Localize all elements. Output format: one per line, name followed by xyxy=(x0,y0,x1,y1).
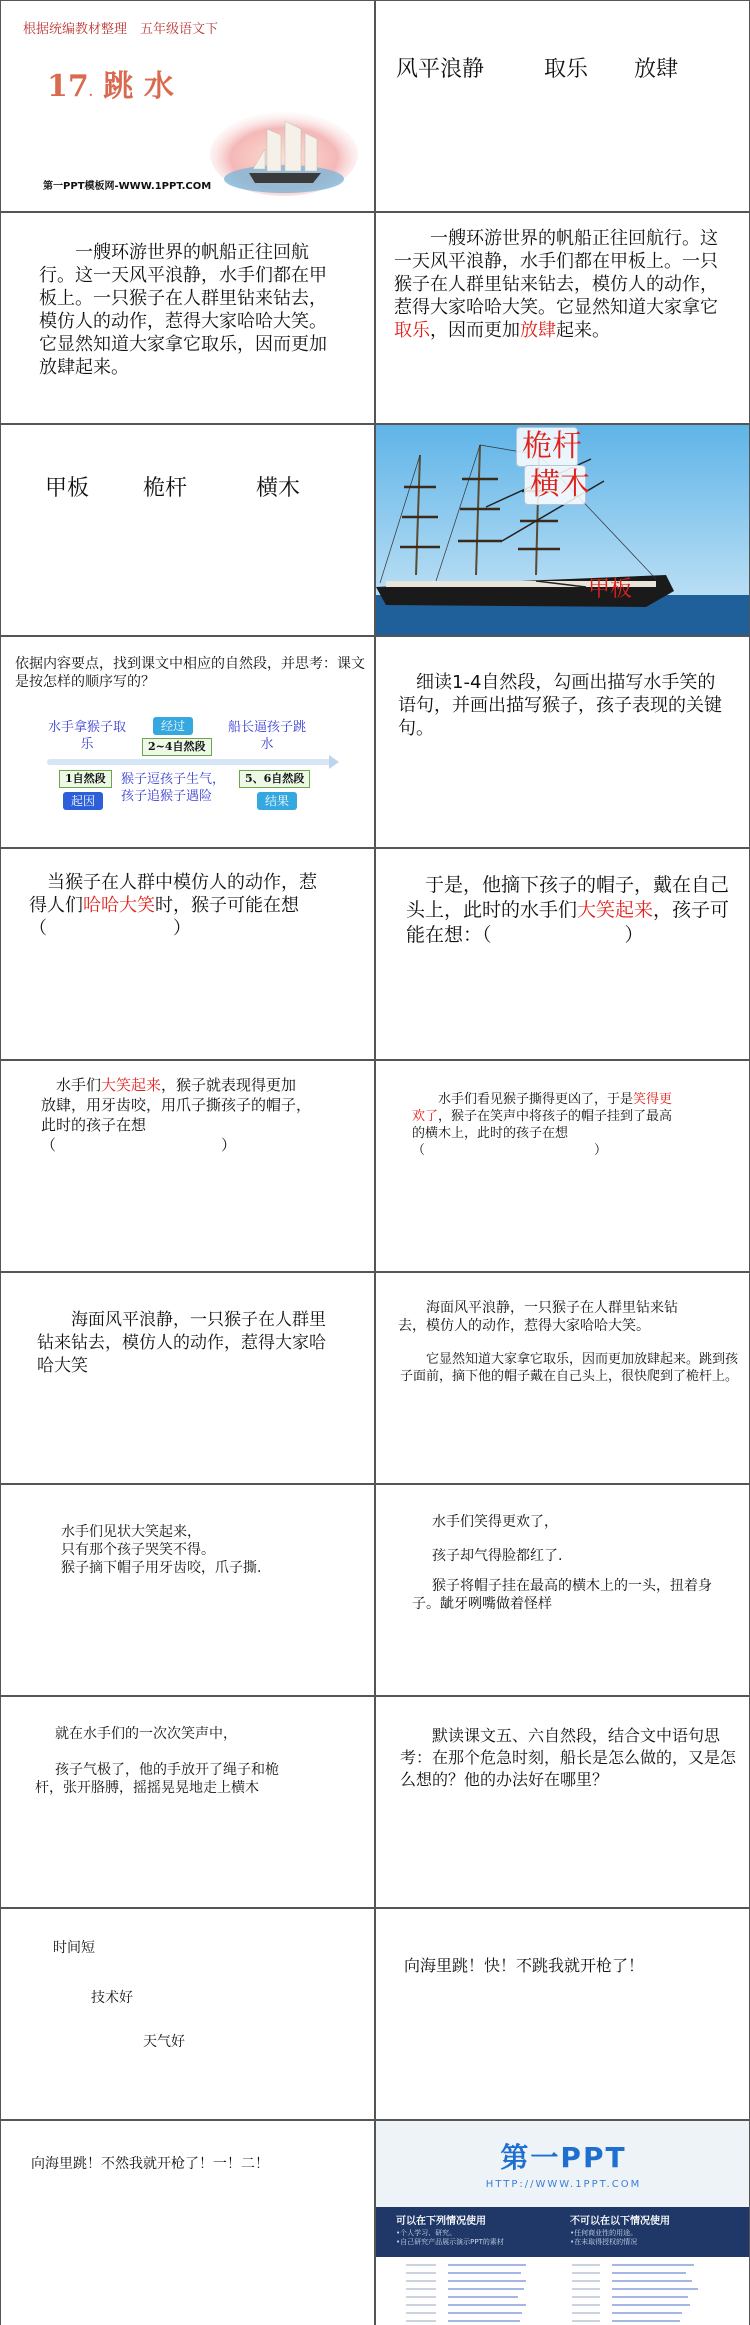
highlight-word: 取乐 xyxy=(394,320,430,341)
reason-item: 技术好 xyxy=(91,1990,133,2006)
reaction-line: 只有那个孩子哭笑不得。 xyxy=(61,1542,215,1558)
climax-line: 就在水手们的一次次笑声中， xyxy=(55,1726,237,1742)
slide-task-2[interactable] xyxy=(375,1696,750,1908)
text-segment: 时，猴子可能在想（ ） xyxy=(29,895,299,939)
vocab-word: 桅杆 xyxy=(143,476,188,501)
climax-line: 孩子气极了，他的手放开了绳子和桅杆，张开胳膊，摇摇晃晃地走上横木 xyxy=(35,1762,279,1796)
slide-captain-quote-1[interactable] xyxy=(375,1908,750,2120)
story-middle-text: 猴子逗孩子生气，孩子追猴子遇险 xyxy=(121,772,226,804)
text-segment: ，因而更加 xyxy=(430,320,520,341)
lesson-number: 17 xyxy=(47,69,89,104)
story-end-text: 船长逼孩子跳水 xyxy=(227,720,306,752)
slide-climax[interactable] xyxy=(0,1696,375,1908)
reason-item: 时间短 xyxy=(53,1940,95,1956)
deck-label: 甲板 xyxy=(588,577,633,602)
story-start-text: 水手拿猴子取乐 xyxy=(47,720,126,752)
structure-question: 依据内容要点，找到课文中相应的自然段，并思考：课文是按怎样的顺序写的？ xyxy=(15,656,365,690)
vocab-word: 横木 xyxy=(256,476,301,501)
slide-task-1[interactable] xyxy=(375,636,750,848)
link-list-lines xyxy=(376,2257,750,2325)
slide-title[interactable] xyxy=(0,0,375,212)
vocab-word: 甲板 xyxy=(45,476,90,501)
text-segment: 起来。 xyxy=(556,320,610,341)
text-segment: 当猴子在人群中模仿人的动作，惹得人们 xyxy=(29,872,317,916)
question-text xyxy=(406,873,746,948)
slide-summary-1[interactable] xyxy=(0,1272,375,1484)
lesson-title: 17. 跳 水 xyxy=(47,69,174,104)
summary-text: 它显然知道大家拿它取乐，因而更加放肆起来。跳到孩子面前，摘下他的帽子戴在自己头上，很快爬到了桅杆上。 xyxy=(400,1352,739,1384)
paragraph-range-mid: 2~4自然段 xyxy=(142,738,212,756)
slide-reaction-1[interactable] xyxy=(0,1484,375,1696)
slide-reaction-2[interactable] xyxy=(375,1484,750,1696)
reaction-line: 孩子却气得脸都红了. xyxy=(432,1548,563,1564)
crossbeam-label: 横木 xyxy=(530,467,590,502)
highlight-word: 哈哈大笑 xyxy=(83,895,155,916)
question-text xyxy=(412,1091,682,1159)
slide-question-1[interactable] xyxy=(0,848,375,1060)
slide-vocab-2[interactable] xyxy=(0,424,375,636)
sailing-ship-illustration xyxy=(209,109,359,199)
reaction-line: 水手们笑得更欢了， xyxy=(432,1514,558,1530)
reaction-line: 猴子将帽子挂在最高的横木上的一头，扭着身子。龇牙咧嘴做着怪样 xyxy=(412,1578,712,1612)
slide-ship-diagram[interactable] xyxy=(375,424,750,636)
result-label: 结果 xyxy=(257,792,297,810)
can-use-title: 可以在下列情况使用 xyxy=(396,2216,486,2227)
vocab-word: 取乐 xyxy=(544,57,589,82)
paragraph-text-highlighted xyxy=(394,227,734,342)
slide-paragraph-highlighted[interactable] xyxy=(375,212,750,424)
text-segment: 水手们看见猴子撕得更凶了，于是 xyxy=(438,1092,634,1107)
captain-quote: 向海里跳！快！不跳我就开枪了！ xyxy=(404,1956,645,1975)
slide-captain-quote-2[interactable] xyxy=(0,2120,375,2325)
slide-question-4[interactable] xyxy=(375,1060,750,1272)
cannot-use-line: •任何商业性的用途。 xyxy=(570,2229,638,2237)
summary-text: 海面风平浪静，一只猴子在人群里钻来钻去，模仿人的动作，惹得大家哈哈大笑 xyxy=(37,1310,326,1376)
reaction-line: 猴子摘下帽子用牙齿咬，爪子撕. xyxy=(61,1560,262,1576)
can-use-line: •自己研究产品展示演示PPT的素材 xyxy=(396,2238,504,2246)
captain-quote: 向海里跳！不然我就开枪了！一！二！ xyxy=(31,2156,269,2172)
task-text: 默读课文五、六自然段，结合文中语句思考：在那个危急时刻，船长是怎么做的，又是怎么想的？他的办法好在哪里？ xyxy=(400,1726,737,1789)
paragraph-range-1: 1自然段 xyxy=(59,770,112,788)
cause-label: 起因 xyxy=(63,792,103,810)
text-segment: 水手们 xyxy=(56,1076,102,1094)
summary-text: 海面风平浪静，一只猴子在人群里钻来钻去，模仿人的动作，惹得大家哈哈大笑。 xyxy=(398,1300,678,1334)
slide-footer: 第一PPT模板网-WWW.1PPT.COM xyxy=(43,181,212,192)
slide-reasons[interactable] xyxy=(0,1908,375,2120)
can-use-line: •个人学习、研究。 xyxy=(396,2229,457,2237)
cannot-use-title: 不可以在以下情况使用 xyxy=(570,2216,670,2227)
slide-vocab-1[interactable] xyxy=(375,0,750,212)
question-text xyxy=(41,1075,311,1155)
slide-summary-2[interactable] xyxy=(375,1272,750,1484)
highlight-word: 笑得更欢了 xyxy=(412,1092,673,1124)
text-segment: 于是，他摘下孩子的帽子，戴在自己头上，此时的水手们 xyxy=(406,874,730,921)
reason-item: 天气好 xyxy=(143,2034,185,2050)
brand-url[interactable]: HTTP://WWW.1PPT.COM xyxy=(485,2179,642,2190)
highlight-word: 放肆 xyxy=(520,320,556,341)
cannot-use-line: •在未取得授权的情况 xyxy=(570,2238,638,2246)
slide-credits[interactable] xyxy=(375,2120,750,2325)
paragraph-range-56: 5、6自然段 xyxy=(239,770,310,788)
reaction-line: 水手们见状大笑起来， xyxy=(61,1524,201,1540)
brand-logo: 第一PPT xyxy=(500,2141,627,2174)
mast-label: 桅杆 xyxy=(522,429,582,464)
lesson-name: 跳 水 xyxy=(103,69,174,104)
arrow-head-icon xyxy=(329,755,339,769)
paragraph-text: 一艘环游世界的帆船正往回航行。这一天风平浪静，水手们都在甲板上。一只猴子在人群里钻来钻去，模仿人的动作，惹得大家哈哈大笑。它显然知道大家拿它取乐，因而更加放肆起来。 xyxy=(39,242,327,378)
slide-structure[interactable] xyxy=(0,636,375,848)
highlight-word: 大笑起来 xyxy=(577,899,654,921)
timeline-arrow xyxy=(47,759,335,765)
task-text: 细读1-4自然段，勾画出描写水手笑的语句，并画出描写猴子，孩子表现的关键句。 xyxy=(398,672,722,739)
slide-question-2[interactable] xyxy=(375,848,750,1060)
highlight-word: 大笑起来 xyxy=(101,1076,162,1094)
text-segment: ，猴子在笑声中将孩子的帽子挂到了最高的横木上，此时的孩子在想（ ） xyxy=(412,1109,673,1158)
slide-paragraph[interactable] xyxy=(0,212,375,424)
slide-header: 根据统编教材整理 五年级语文下 xyxy=(23,22,219,37)
text-segment: 一艘环游世界的帆船正往回航行。这一天风平浪静，水手们都在甲板上。一只猴子在人群里钻来钻去，模仿人的动作，惹得大家哈哈大笑。它显然知道大家拿它 xyxy=(394,228,718,318)
text-segment: ，孩子可能在想：（ ） xyxy=(406,899,730,946)
question-text xyxy=(29,871,329,940)
slide-question-3[interactable] xyxy=(0,1060,375,1272)
vocab-word: 风平浪静 xyxy=(396,57,485,82)
text-segment: ，猴子就表现得更加放肆，用牙齿咬，用爪子撕孩子的帽子，此时的孩子在想（ ） xyxy=(41,1076,312,1154)
vocab-word: 放肆 xyxy=(634,57,679,82)
process-label: 经过 xyxy=(153,717,193,735)
